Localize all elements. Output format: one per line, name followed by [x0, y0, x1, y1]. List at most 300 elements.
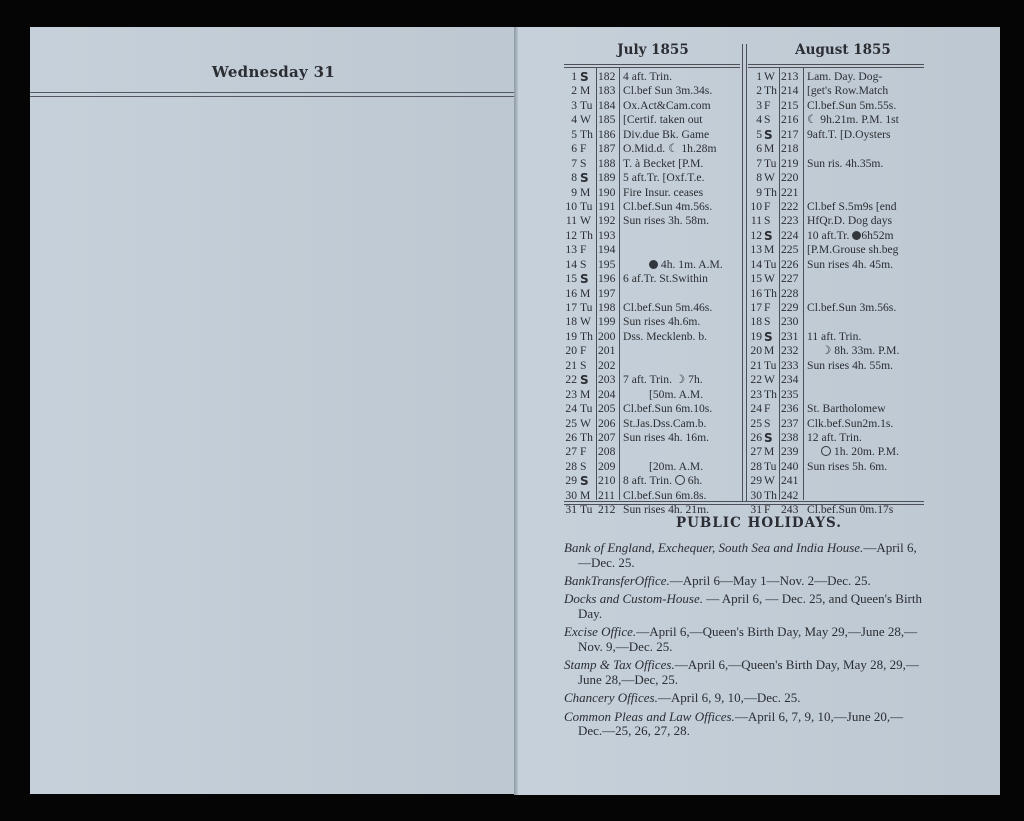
calendar-row — [564, 489, 742, 503]
holiday-dates: —April 6,—Queen's Birth Day, May 29,—June 28,—Nov. 9,—Dec. 25. — [578, 624, 918, 654]
month-divider-right — [746, 44, 747, 501]
year-day-number: 225 — [781, 243, 799, 257]
year-day-number: 197 — [598, 286, 616, 300]
day-number: 13 — [750, 243, 762, 257]
year-day-number: 203 — [598, 373, 616, 387]
weekday: S — [580, 474, 589, 489]
day-event: [get's Row.Match — [807, 84, 889, 98]
year-day-number: 210 — [598, 474, 616, 488]
day-number: 27 — [750, 445, 762, 459]
year-day-number: 182 — [598, 70, 616, 83]
calendar-row — [748, 315, 928, 329]
full-moon-icon — [852, 231, 861, 240]
year-day-number: 194 — [598, 243, 616, 257]
day-number: 20 — [565, 344, 577, 358]
day-number: 17 — [750, 301, 762, 314]
weekday: W — [580, 315, 591, 329]
year-day-number: 189 — [598, 171, 616, 185]
weekday: F — [764, 503, 771, 517]
weekday: Tu — [580, 199, 593, 213]
weekday: Th — [580, 430, 593, 444]
calendar-row — [564, 200, 742, 214]
day-number: 17 — [565, 301, 577, 314]
day-event: 9aft.T. [D.Oysters — [807, 127, 891, 141]
year-day-number: 201 — [598, 344, 616, 358]
calendar-row — [748, 445, 928, 459]
day-number: 28 — [750, 459, 762, 473]
holiday-entry — [564, 625, 924, 654]
day-event: 5 aft.Tr. [Oxf.T.e. — [623, 171, 705, 185]
day-number: 15 — [750, 272, 762, 286]
day-number: 24 — [565, 402, 577, 416]
day-number: 2 — [756, 84, 762, 98]
calendar-row — [748, 272, 928, 286]
calendar-row — [748, 70, 928, 84]
calendar-row — [564, 402, 742, 416]
day-event: ☽ 8h. 33m. P.M. — [821, 344, 900, 358]
weekday: W — [580, 214, 591, 228]
year-day-number: 242 — [781, 488, 799, 502]
day-number: 21 — [565, 358, 577, 372]
august-title: August 1855 — [795, 42, 891, 58]
day-event: [Certif. taken out — [623, 113, 703, 127]
year-day-number: 238 — [781, 430, 799, 444]
year-day-number: 234 — [781, 373, 799, 387]
weekday: S — [764, 113, 771, 127]
weekday: F — [764, 402, 771, 416]
calendar-row — [748, 287, 928, 301]
day-event: Sun ris. 4h.35m. — [807, 156, 884, 170]
day-number: 18 — [565, 315, 577, 329]
day-event: Cl.bef Sun 3m.34s. — [623, 84, 713, 98]
day-number: 10 — [750, 199, 762, 213]
weekday: M — [764, 243, 775, 257]
year-day-number: 224 — [781, 228, 799, 242]
weekday: S — [580, 257, 587, 271]
weekday: Th — [764, 286, 777, 300]
weekday: S — [580, 373, 589, 388]
calendar-row — [564, 388, 742, 402]
weekday: Tu — [764, 358, 777, 372]
calendar-row — [564, 417, 742, 431]
month-divider-left — [742, 44, 743, 501]
calendar-row — [564, 229, 742, 243]
year-day-number: 230 — [781, 315, 799, 329]
year-day-number: 243 — [781, 503, 799, 517]
weekday: Th — [764, 84, 777, 98]
new-moon-icon — [675, 475, 685, 485]
weekday: W — [764, 373, 775, 387]
calendar-row — [748, 474, 928, 488]
day-event: Cl.bef.Sun 3m.56s. — [807, 301, 897, 314]
year-day-number: 236 — [781, 402, 799, 416]
weekday: F — [580, 445, 587, 459]
year-day-number: 207 — [598, 430, 616, 444]
day-number: 11 — [750, 214, 762, 228]
year-day-number: 222 — [781, 199, 799, 213]
full-moon-icon — [649, 260, 658, 269]
calendar-row — [748, 373, 928, 387]
calendar-row — [748, 186, 928, 200]
year-day-number: 241 — [781, 474, 799, 488]
day-number: 22 — [565, 373, 577, 387]
holiday-dates: —April 6,—Queen's Birth Day, May 28, 29,—June 28,—Dec, 25. — [578, 657, 919, 687]
day-number: 22 — [750, 373, 762, 387]
year-day-number: 232 — [781, 344, 799, 358]
day-number: 7 — [571, 156, 577, 170]
weekday: W — [764, 474, 775, 488]
weekday: F — [764, 98, 771, 112]
day-number: 6 — [756, 142, 762, 156]
calendar-row — [748, 99, 928, 113]
calendar-row — [748, 128, 928, 142]
calendar-row — [564, 142, 742, 156]
calendar-row — [564, 330, 742, 344]
holiday-entry — [564, 592, 924, 621]
day-number: 16 — [750, 286, 762, 300]
day-number: 29 — [750, 474, 762, 488]
weekday: Th — [764, 387, 777, 401]
day-number: 21 — [750, 358, 762, 372]
holiday-office: Bank of England, Exchequer, South Sea and India House. — [564, 540, 864, 555]
july-top-rule — [564, 64, 740, 65]
weekday: F — [764, 199, 771, 213]
day-event: Cl.bef.Sun 4m.56s. — [623, 199, 713, 213]
weekday: S — [764, 416, 771, 430]
day-event: ☾ 9h.21m. P.M. 1st — [807, 113, 899, 127]
day-event: Cl.bef.Sun 6m.8s. — [623, 488, 707, 502]
day-event: 8 aft. Trin. 6h. — [623, 474, 703, 488]
weekday: Tu — [764, 156, 777, 170]
day-event: Dss. Mecklenb. b. — [623, 329, 708, 343]
year-day-number: 213 — [781, 70, 799, 83]
year-day-number: 196 — [598, 272, 616, 286]
day-number: 14 — [565, 257, 577, 271]
weekday: M — [580, 488, 591, 502]
holiday-dates: —April 6—May 1—Nov. 2—Dec. 25. — [669, 572, 871, 588]
day-number: 12 — [565, 228, 577, 242]
year-day-number: 233 — [781, 358, 799, 372]
calendar-row — [748, 344, 928, 358]
day-event: Sun rises 5h. 6m. — [807, 459, 888, 473]
weekday: F — [580, 243, 587, 257]
weekday: W — [764, 171, 775, 185]
day-event: Sun rises 3h. 58m. — [623, 214, 709, 228]
day-number: 15 — [565, 272, 577, 286]
august-calendar — [748, 70, 928, 518]
weekday: S — [580, 272, 589, 287]
weekday: Tu — [764, 459, 777, 473]
weekday: Tu — [580, 402, 593, 416]
day-event: Sun rises 4h. 16m. — [623, 430, 709, 444]
calendar-row — [564, 157, 742, 171]
year-day-number: 193 — [598, 228, 616, 242]
right-calendar-page — [518, 27, 1000, 795]
weekday: S — [764, 315, 771, 329]
year-day-number: 214 — [781, 84, 799, 98]
calendar-row — [564, 186, 742, 200]
calendar-row — [564, 272, 742, 286]
calendar-row — [748, 402, 928, 416]
day-number: 23 — [750, 387, 762, 401]
year-day-number: 184 — [598, 98, 616, 112]
year-day-number: 217 — [781, 127, 799, 141]
day-event: Cl.bef.Sun 5m.55s. — [807, 98, 897, 112]
weekday: S — [764, 214, 771, 228]
left-diary-page — [30, 27, 517, 794]
day-event: [20m. A.M. — [649, 459, 704, 473]
year-day-number: 208 — [598, 445, 616, 459]
day-event: Cl.bef S.5m9s [end — [807, 199, 897, 213]
calendar-row — [748, 157, 928, 171]
day-number: 31 — [565, 503, 577, 517]
year-day-number: 237 — [781, 416, 799, 430]
weekday: W — [764, 70, 775, 83]
year-day-number: 202 — [598, 358, 616, 372]
calendar-row — [748, 142, 928, 156]
day-number: 3 — [756, 98, 762, 112]
year-day-number: 187 — [598, 142, 616, 156]
holiday-entry — [564, 710, 924, 739]
diary-date-heading: Wednesday 31 — [211, 63, 336, 81]
year-day-number: 204 — [598, 387, 616, 401]
day-number: 31 — [750, 503, 762, 517]
day-event: Cl.bef.Sun 5m.46s. — [623, 301, 713, 314]
weekday: M — [580, 286, 591, 300]
weekday: Th — [580, 329, 593, 343]
calendar-row — [564, 474, 742, 488]
day-number: 16 — [565, 286, 577, 300]
day-number: 10 — [565, 199, 577, 213]
day-event: [50m. A.M. — [649, 387, 704, 401]
holiday-office: Common Pleas and Law Offices. — [564, 708, 735, 724]
day-number: 19 — [565, 329, 577, 343]
year-day-number: 219 — [781, 156, 799, 170]
august-top-rule-2 — [748, 67, 924, 68]
calendar-row — [564, 445, 742, 459]
calendar-row — [564, 373, 742, 387]
day-number: 26 — [565, 430, 577, 444]
holidays-title: PUBLIC HOLIDAYS. — [675, 515, 843, 531]
calendar-row — [748, 214, 928, 228]
weekday: W — [580, 113, 591, 127]
day-number: 29 — [565, 474, 577, 488]
weekday: Th — [580, 228, 593, 242]
calendar-row — [564, 258, 742, 272]
holiday-office: Stamp & Tax Offices. — [564, 657, 675, 673]
weekday: S — [764, 228, 773, 243]
holiday-dates: —April 6, 7, 9, 10,—June 20,—Dec.—25, 26, 27, 28. — [578, 708, 904, 739]
day-number: 6 — [571, 142, 577, 156]
calendar-row — [564, 84, 742, 98]
day-event: Div.due Bk. Game — [623, 127, 710, 141]
calendar-row — [748, 229, 928, 243]
day-number: 26 — [750, 430, 762, 444]
holiday-entry — [564, 541, 924, 570]
calendar-row — [564, 301, 742, 315]
holiday-dates: — April 6, — Dec. 25, and Queen's Birth Day. — [578, 591, 922, 621]
year-day-number: 223 — [781, 214, 799, 228]
weekday: S — [580, 358, 587, 372]
weekday: F — [580, 344, 587, 358]
year-day-number: 227 — [781, 272, 799, 286]
holiday-dates: —April 6, 9, 10,—Dec. 25. — [657, 690, 801, 706]
holiday-dates: —April 6,—Dec. 25. — [578, 540, 917, 570]
day-number: 27 — [565, 445, 577, 459]
year-day-number: 228 — [781, 286, 799, 300]
year-day-number: 200 — [598, 329, 616, 343]
day-number: 2 — [571, 84, 577, 98]
day-event: Sun rises 4h. 45m. — [807, 257, 893, 271]
weekday: W — [580, 416, 591, 430]
weekday: S — [764, 430, 773, 445]
day-number: 14 — [750, 257, 762, 271]
day-event: Sun rises 4h.6m. — [623, 315, 701, 329]
day-event: 7 aft. Trin. ☽ 7h. — [623, 373, 703, 387]
day-number: 23 — [565, 387, 577, 401]
day-event: 6 af.Tr. St.Swithin — [623, 272, 708, 286]
day-event: O.Mid.d. ☾ 1h.28m — [623, 142, 717, 156]
year-day-number: 185 — [598, 113, 616, 127]
day-number: 1 — [756, 70, 762, 83]
heading-rule — [30, 92, 517, 97]
year-day-number: 231 — [781, 329, 799, 343]
day-event: St. Bartholomew — [807, 402, 886, 416]
weekday: M — [580, 387, 591, 401]
day-number: 19 — [750, 329, 762, 343]
calendar-row — [564, 344, 742, 358]
day-number: 3 — [571, 98, 577, 112]
day-event: 12 aft. Trin. — [807, 430, 862, 444]
holiday-entry — [564, 574, 924, 589]
calendar-row — [748, 489, 928, 503]
day-number: 9 — [756, 185, 762, 199]
year-day-number: 209 — [598, 459, 616, 473]
day-number: 30 — [565, 488, 577, 502]
calendar-row — [564, 315, 742, 329]
day-number: 30 — [750, 488, 762, 502]
weekday: Tu — [580, 98, 593, 112]
calendar-row — [748, 258, 928, 272]
calendar-row — [564, 214, 742, 228]
calendar-row — [564, 359, 742, 373]
calendar-row — [748, 171, 928, 185]
calendar-row — [564, 287, 742, 301]
weekday: S — [764, 127, 773, 142]
day-event: St.Jas.Dss.Cam.b. — [623, 416, 707, 430]
day-event: Fire Insur. ceases — [623, 185, 704, 199]
calendar-row — [748, 460, 928, 474]
day-event: Lam. Day. Dog- — [807, 70, 883, 83]
day-event: Cl.bef.Sun 0m.17s — [807, 503, 894, 517]
calendar-row — [748, 417, 928, 431]
calendar-row — [564, 460, 742, 474]
calendar-row — [564, 113, 742, 127]
day-event: T. à Becket [P.M. — [623, 156, 704, 170]
day-event: HfQr.D. Dog days — [807, 214, 893, 228]
weekday: Th — [580, 127, 593, 141]
day-number: 12 — [750, 228, 762, 242]
weekday: M — [764, 142, 775, 156]
day-number: 18 — [750, 315, 762, 329]
august-top-rule — [748, 64, 924, 65]
weekday: M — [764, 344, 775, 358]
calendar-row — [748, 359, 928, 373]
calendar-row — [748, 84, 928, 98]
july-calendar — [564, 70, 742, 518]
year-day-number: 235 — [781, 387, 799, 401]
holiday-office: Docks and Custom-House. — [564, 591, 704, 607]
weekday: S — [580, 459, 587, 473]
year-day-number: 188 — [598, 156, 616, 170]
year-day-number: 216 — [781, 113, 799, 127]
weekday: F — [764, 301, 771, 314]
day-number: 8 — [756, 171, 762, 185]
weekday: Tu — [580, 503, 593, 517]
calendar-row — [748, 113, 928, 127]
day-number: 4 — [571, 113, 577, 127]
weekday: W — [764, 272, 775, 286]
day-number: 8 — [571, 171, 577, 185]
calendar-row — [564, 431, 742, 445]
day-number: 11 — [565, 214, 577, 228]
year-day-number: 218 — [781, 142, 799, 156]
holiday-entry — [564, 658, 924, 687]
day-number: 5 — [571, 127, 577, 141]
calendar-row — [748, 431, 928, 445]
year-day-number: 226 — [781, 257, 799, 271]
day-number: 24 — [750, 402, 762, 416]
weekday: S — [764, 329, 773, 344]
year-day-number: 186 — [598, 127, 616, 141]
new-moon-icon — [821, 446, 831, 456]
calendar-row — [748, 243, 928, 257]
day-event: 4 aft. Trin. — [623, 70, 672, 83]
year-day-number: 211 — [598, 488, 615, 502]
calendar-row — [748, 200, 928, 214]
day-event: 11 aft. Trin. — [807, 329, 862, 343]
weekday: S — [580, 171, 589, 186]
july-title: July 1855 — [617, 42, 689, 58]
day-number: 7 — [756, 156, 762, 170]
weekday: M — [580, 84, 591, 98]
holiday-office: Chancery Offices. — [564, 690, 658, 706]
weekday: S — [580, 70, 589, 84]
year-day-number: 198 — [598, 301, 616, 314]
year-day-number: 239 — [781, 445, 799, 459]
day-number: 9 — [571, 185, 577, 199]
holidays-list — [564, 541, 924, 743]
weekday: Th — [764, 488, 777, 502]
year-day-number: 221 — [781, 185, 799, 199]
year-day-number: 183 — [598, 84, 616, 98]
year-day-number: 195 — [598, 257, 616, 271]
holiday-office: Excise Office. — [564, 624, 637, 640]
day-number: 25 — [750, 416, 762, 430]
day-event: Sun rises 4h. 21m. — [623, 503, 709, 517]
day-event: Cl.bef.Sun 6m.10s. — [623, 402, 713, 416]
year-day-number: 240 — [781, 459, 799, 473]
year-day-number: 191 — [598, 199, 616, 213]
calendar-row — [564, 70, 742, 84]
day-event: [P.M.Grouse sh.beg — [807, 243, 899, 257]
calendar-row — [748, 330, 928, 344]
year-day-number: 212 — [598, 503, 616, 517]
calendar-row — [748, 388, 928, 402]
day-number: 1 — [571, 70, 577, 83]
day-event: Sun rises 4h. 55m. — [807, 358, 893, 372]
weekday: Tu — [580, 301, 593, 314]
